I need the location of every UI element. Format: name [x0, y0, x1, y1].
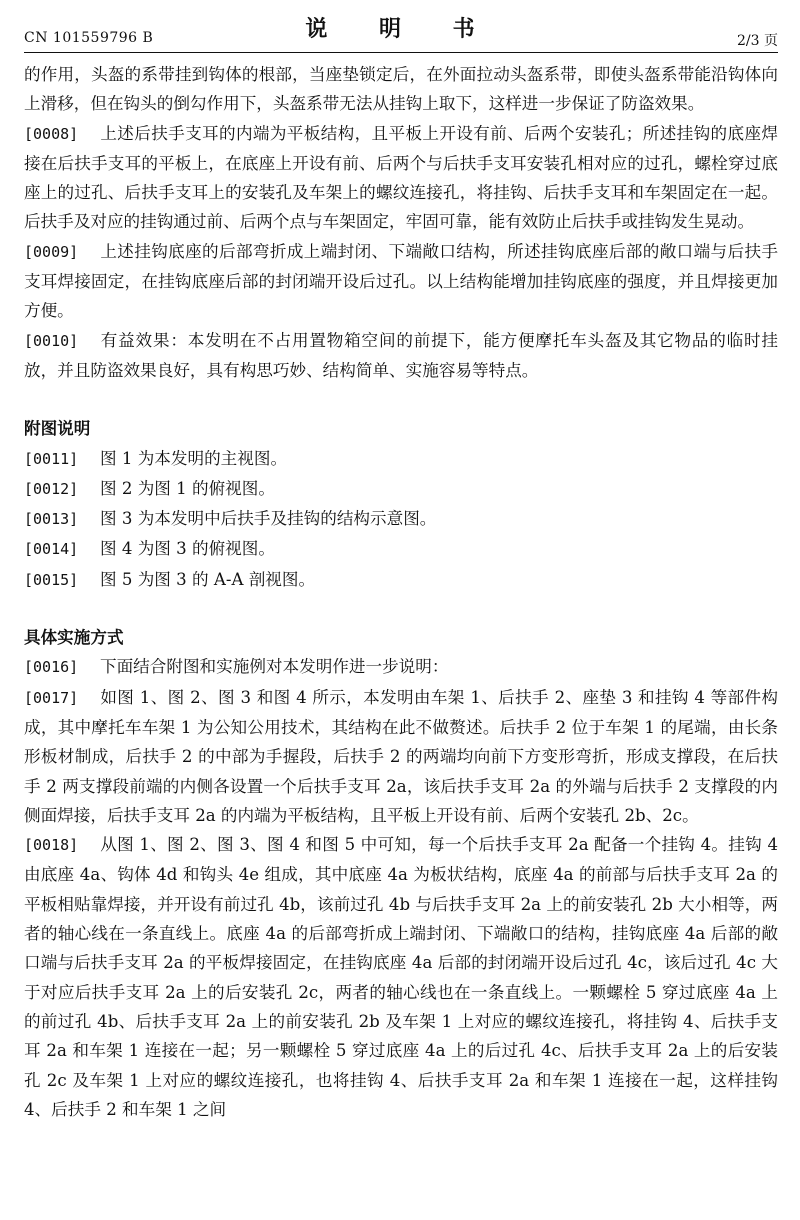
- paragraph-number: [0014]: [24, 540, 79, 559]
- numbered-paragraph: [24, 237, 778, 326]
- embodiment-heading: 具体实施方式: [24, 628, 124, 648]
- paragraph-text: 图 4 为图 3 的俯视图。: [100, 539, 275, 559]
- paragraph-number: [0016]: [24, 658, 79, 677]
- paragraph-number: [0009]: [24, 242, 79, 261]
- numbered-paragraph: [24, 326, 778, 386]
- paragraph-number: [0015]: [24, 570, 79, 589]
- paragraph-number: [0018]: [24, 836, 79, 855]
- document-title: 说 明 书: [305, 17, 497, 42]
- paragraph-text: 图 2 为图 1 的俯视图。: [100, 478, 275, 498]
- paragraph-number: [0008]: [24, 124, 79, 143]
- patent-number: CN 101559796 B: [24, 30, 154, 46]
- numbered-paragraph: [24, 683, 778, 830]
- document-body: [24, 60, 778, 1124]
- numbered-paragraph: [24, 652, 778, 682]
- figure-item: [24, 534, 778, 564]
- header-divider: [24, 52, 778, 53]
- paragraph-text: 上述挂钩底座的后部弯折成上端封闭、下端敞口结构，所述挂钩底座后部的敞口端与后扶手支耳焊接固定，在挂钩底座后部的封闭端开设后过孔。以上结构能增加挂钩底座的强度，并且焊接更加方便。: [24, 241, 778, 321]
- paragraph-text: 图 3 为本发明中后扶手及挂钩的结构示意图。: [100, 509, 437, 529]
- numbered-paragraph: [24, 830, 778, 1124]
- paragraph-number: [0013]: [24, 510, 79, 529]
- figure-item: [24, 444, 778, 474]
- figure-list: [24, 444, 778, 595]
- paragraph-text: 下面结合附图和实施例对本发明作进一步说明：: [100, 657, 449, 677]
- page-header: [24, 0, 778, 52]
- paragraph-text: 上述后扶手支耳的内端为平板结构，且平板上开设有前、后两个安装孔；所述挂钩的底座焊接在后扶手支耳的平板上，在底座上开设有前、后两个与后扶手支耳安装孔相对应的过孔，螺栓穿过底座上的过孔、后扶手支耳上的安装孔及车架上的螺纹连接孔，将挂钩、后扶手支耳和车架固定在一起。后扶手及对应的挂钩通过前、后两个点与车架固定，牢固可靠，能有效防止后扶手或挂钩发生晃动。: [24, 123, 778, 232]
- figure-item: [24, 474, 778, 504]
- paragraph-number: [0010]: [24, 331, 79, 350]
- paragraph-number: [0011]: [24, 449, 79, 468]
- paragraph-number: [0017]: [24, 688, 79, 707]
- paragraph-group-summary: [24, 119, 778, 386]
- paragraph-group-embodiment: [24, 652, 778, 1124]
- paragraph-number: [0012]: [24, 479, 79, 498]
- paragraph-text: 有益效果：本发明在不占用置物箱空间的前提下，能方便摩托车头盔及其它物品的临时挂放，并且防盗效果良好，具有构思巧妙、结构简单、实施容易等特点。: [24, 330, 778, 380]
- figures-heading: 附图说明: [24, 419, 91, 439]
- figure-item: [24, 565, 778, 595]
- intro-paragraph: 的作用，头盔的系带挂到钩体的根部，当座垫锁定后，在外面拉动头盔系带，即使头盔系带能沿钩体向上滑移，但在钩头的倒勾作用下，头盔系带无法从挂钩上取下，这样进一步保证了防盗效果。: [24, 65, 778, 114]
- figure-item: [24, 504, 778, 534]
- numbered-paragraph: [24, 119, 778, 237]
- page-number: 2/3 页: [737, 33, 778, 49]
- paragraph-text: 图 5 为图 3 的 A-A 剖视图。: [100, 569, 316, 589]
- paragraph-text: 如图 1、图 2、图 3 和图 4 所示，本发明由车架 1、后扶手 2、座垫 3 和挂钩 4 等部件构成，其中摩托车车架 1 为公知公用技术，其结构在此不做赘述。后扶手 2 位于车架 1 的尾端，由长条形板材制成，后扶手 2 的中部为手握段，后扶手 2 的两端均向前下方变形弯折，形成支撑段，在后扶手 2 两支撑段前端的内侧各设置一个后扶手支耳 2a，该后扶手支耳 2a 的外端与后扶手 2 支撑段的内侧面焊接，后扶手支耳 2a 的内端为平板结构，且平板上开设有前、后两个安装孔 2b、2c。: [24, 687, 778, 825]
- paragraph-text: 图 1 为本发明的主视图。: [100, 448, 288, 468]
- paragraph-text: 从图 1、图 2、图 3、图 4 和图 5 中可知，每一个后扶手支耳 2a 配备一个挂钩 4。挂钩 4 由底座 4a、钩体 4d 和钩头 4e 组成，其中底座 4a 为板状结构，底座 4a 的前部与后扶手支耳 2a 的平板相贴靠焊接，并开设有前过孔 4b，该前过孔 4b 与后扶手支耳 2a 上的前安装孔 2b 大小相等，两者的轴心线在一条直线上。底座 4a 的后部弯折成上端封闭、下端敞口的结构，挂钩底座 4a 后部的敞口端与后扶手支耳 2a 的平板焊接固定，在挂钩底座 4a 后部的封闭端开设后过孔 4c，该后过孔 4c 大于对应后扶手支耳 2a 上的后安装孔 2c，两者的轴心线也在一条直线上。一颗螺栓 5 穿过底座 4a 上的前过孔 4b、后扶手支耳 2a 上的前安装孔 2b 及车架 1 上对应的螺纹连接孔，将挂钩 4、后扶手支耳 2a 和车架 1 连接在一起；另一颗螺栓 5 穿过底座 4a 上的后过孔 4c、后扶手支耳 2a 上的后安装孔 2c 及车架 1 上对应的螺纹连接孔，也将挂钩 4、后扶手支耳 2a 和车架 1 连接在一起，这样挂钩 4、后扶手 2 和车架 1 之间: [24, 835, 778, 1119]
